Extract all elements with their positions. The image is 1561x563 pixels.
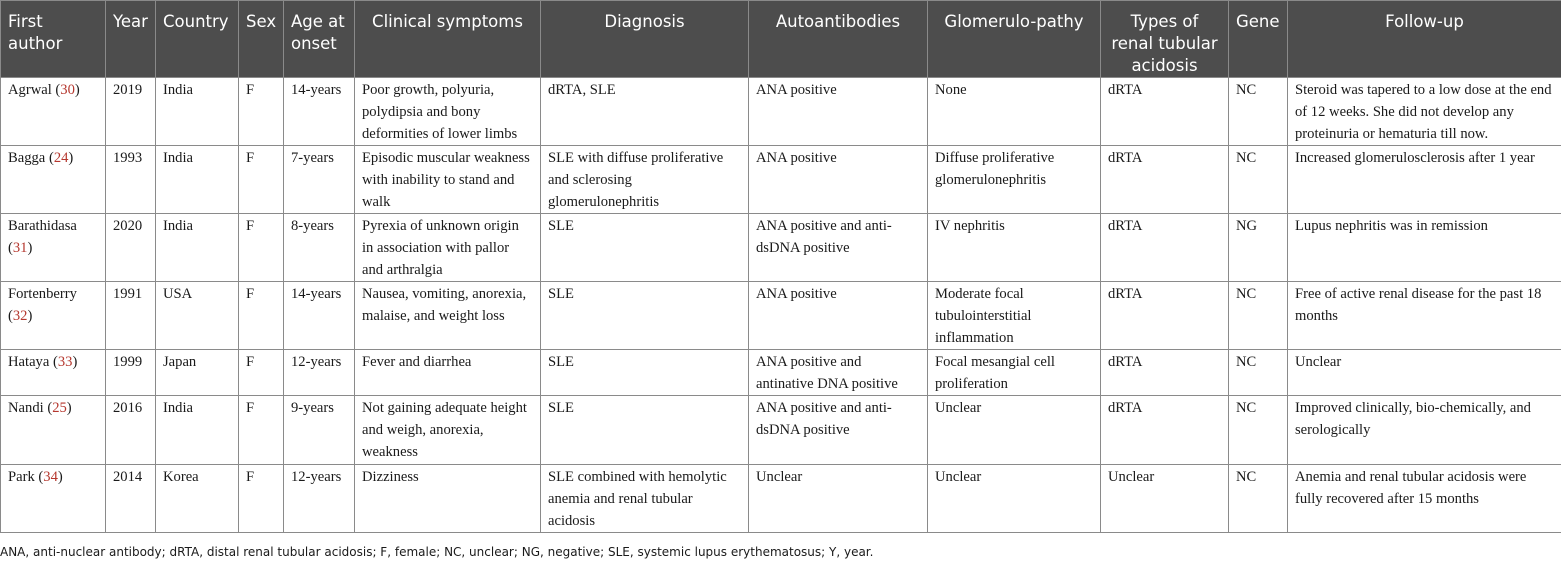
author-name: Agrwal (8, 82, 52, 98)
cell-diagnosis: SLE (541, 282, 749, 350)
cell-year: 2019 (106, 78, 156, 146)
cell-autoantibodies: ANA positive and antinative DNA positive (749, 350, 928, 396)
cell-symptoms: Episodic muscular weakness with inability to stand and walk (355, 146, 541, 214)
header-country: Country (156, 1, 239, 78)
header-row (1, 1, 1561, 78)
reference-link[interactable]: 31 (12, 240, 28, 256)
table-row (1, 465, 1561, 533)
cell-sex: F (239, 396, 284, 465)
cell-year: 2016 (106, 396, 156, 465)
table-row (1, 282, 1561, 350)
cell-year: 2014 (106, 465, 156, 533)
author-name: Hataya (8, 354, 50, 370)
cell-rta-type: dRTA (1101, 214, 1229, 282)
cell-symptoms: Dizziness (355, 465, 541, 533)
cell-gene: NC (1229, 146, 1288, 214)
cell-sex: F (239, 214, 284, 282)
author-name: Nandi (8, 400, 44, 416)
cell-year: 1999 (106, 350, 156, 396)
cell-rta-type: dRTA (1101, 396, 1229, 465)
cell-autoantibodies: ANA positive and anti-dsDNA positive (749, 396, 928, 465)
cell-age: 7-years (284, 146, 355, 214)
cell-follow-up: Steroid was tapered to a low dose at the end of 12 weeks. She did not develop any proteinuria or hematuria till now. (1288, 78, 1561, 146)
cell-diagnosis: SLE (541, 214, 749, 282)
cell-age: 12-years (284, 465, 355, 533)
cell-author: Fortenberry (32) (1, 282, 106, 350)
cell-autoantibodies: Unclear (749, 465, 928, 533)
cell-rta-type: dRTA (1101, 282, 1229, 350)
cell-symptoms: Poor growth, polyuria, polydipsia and bony deformities of lower limbs (355, 78, 541, 146)
header-sex: Sex (239, 1, 284, 78)
cell-author: Agrwal (30) (1, 78, 106, 146)
header-diagnosis: Diagnosis (541, 1, 749, 78)
cell-country: USA (156, 282, 239, 350)
header-clinical-symptoms: Clinical symptoms (355, 1, 541, 78)
cell-country: India (156, 78, 239, 146)
cell-glomerulopathy: Unclear (928, 465, 1101, 533)
header-glomerulopathy: Glomerulo-pathy (928, 1, 1101, 78)
cell-country: India (156, 214, 239, 282)
cell-follow-up: Improved clinically, bio-chemically, and serologically (1288, 396, 1561, 465)
reference-link[interactable]: 33 (57, 354, 73, 370)
cell-glomerulopathy: None (928, 78, 1101, 146)
cell-diagnosis: dRTA, SLE (541, 78, 749, 146)
cell-age: 14-years (284, 78, 355, 146)
cell-diagnosis: SLE with diffuse proliferative and sclerosing glomerulonephritis (541, 146, 749, 214)
cell-diagnosis: SLE combined with hemolytic anemia and renal tubular acidosis (541, 465, 749, 533)
cell-autoantibodies: ANA positive (749, 78, 928, 146)
cell-symptoms: Not gaining adequate height and weigh, anorexia, weakness (355, 396, 541, 465)
cell-follow-up: Anemia and renal tubular acidosis were fully recovered after 15 months (1288, 465, 1561, 533)
reference-link[interactable]: 30 (60, 82, 75, 98)
cell-gene: NC (1229, 78, 1288, 146)
author-name: Park (8, 469, 35, 485)
cell-follow-up: Lupus nephritis was in remission (1288, 214, 1561, 282)
header-follow-up: Follow-up (1288, 1, 1561, 78)
table-footnote: ANA, anti-nuclear antibody; dRTA, distal renal tubular acidosis; F, female; NC, unclear; NG, negative; SLE, systemic lupus erythematosus; Y, year. (0, 545, 874, 559)
cell-symptoms: Nausea, vomiting, anorexia, malaise, and weight loss (355, 282, 541, 350)
cell-sex: F (239, 282, 284, 350)
cell-country: Korea (156, 465, 239, 533)
cell-diagnosis: SLE (541, 396, 749, 465)
table-row (1, 146, 1561, 214)
cell-sex: F (239, 350, 284, 396)
author-name: Barathidasa (8, 218, 77, 234)
cell-sex: F (239, 465, 284, 533)
cell-author: Hataya (33) (1, 350, 106, 396)
cell-glomerulopathy: Moderate focal tubulointerstitial inflammation (928, 282, 1101, 350)
cell-glomerulopathy: Diffuse proliferative glomerulonephritis (928, 146, 1101, 214)
cell-country: India (156, 396, 239, 465)
table-row (1, 350, 1561, 396)
cell-year: 1991 (106, 282, 156, 350)
header-gene: Gene (1229, 1, 1288, 78)
reference-link[interactable]: 34 (43, 469, 58, 485)
cell-age: 12-years (284, 350, 355, 396)
reference-link[interactable]: 32 (12, 308, 28, 324)
cell-author: Park (34) (1, 465, 106, 533)
cell-symptoms: Pyrexia of unknown origin in association with pallor and arthralgia (355, 214, 541, 282)
cell-glomerulopathy: IV nephritis (928, 214, 1101, 282)
header-year: Year (106, 1, 156, 78)
table-row (1, 396, 1561, 465)
cell-sex: F (239, 78, 284, 146)
cell-gene: NC (1229, 350, 1288, 396)
cell-gene: NG (1229, 214, 1288, 282)
cell-gene: NC (1229, 282, 1288, 350)
cell-follow-up: Increased glomerulosclerosis after 1 year (1288, 146, 1561, 214)
header-autoantibodies: Autoantibodies (749, 1, 928, 78)
cell-autoantibodies: ANA positive and anti-dsDNA positive (749, 214, 928, 282)
author-name: Bagga (8, 150, 46, 166)
cell-year: 2020 (106, 214, 156, 282)
cell-age: 9-years (284, 396, 355, 465)
cell-diagnosis: SLE (541, 350, 749, 396)
cell-age: 8-years (284, 214, 355, 282)
cell-gene: NC (1229, 465, 1288, 533)
header-first-author: First author (1, 1, 106, 78)
reference-link[interactable]: 24 (53, 150, 69, 166)
cell-follow-up: Free of active renal disease for the past 18 months (1288, 282, 1561, 350)
cell-rta-type: dRTA (1101, 146, 1229, 214)
cell-glomerulopathy: Unclear (928, 396, 1101, 465)
reference-link[interactable]: 25 (52, 400, 67, 416)
cell-author: Nandi (25) (1, 396, 106, 465)
cell-rta-type: Unclear (1101, 465, 1229, 533)
table-row (1, 78, 1561, 146)
cell-autoantibodies: ANA positive (749, 146, 928, 214)
cell-author: Barathidasa (31) (1, 214, 106, 282)
cell-year: 1993 (106, 146, 156, 214)
cell-glomerulopathy: Focal mesangial cell proliferation (928, 350, 1101, 396)
cell-sex: F (239, 146, 284, 214)
author-name: Fortenberry (8, 286, 77, 302)
cell-autoantibodies: ANA positive (749, 282, 928, 350)
header-rta-type: Types of renal tubular acidosis (1101, 1, 1229, 78)
cell-country: India (156, 146, 239, 214)
cell-age: 14-years (284, 282, 355, 350)
cell-author: Bagga (24) (1, 146, 106, 214)
cell-rta-type: dRTA (1101, 78, 1229, 146)
cell-symptoms: Fever and diarrhea (355, 350, 541, 396)
header-age-at-onset: Age at onset (284, 1, 355, 78)
cell-follow-up: Unclear (1288, 350, 1561, 396)
cell-gene: NC (1229, 396, 1288, 465)
cell-rta-type: dRTA (1101, 350, 1229, 396)
table-row (1, 214, 1561, 282)
cell-country: Japan (156, 350, 239, 396)
